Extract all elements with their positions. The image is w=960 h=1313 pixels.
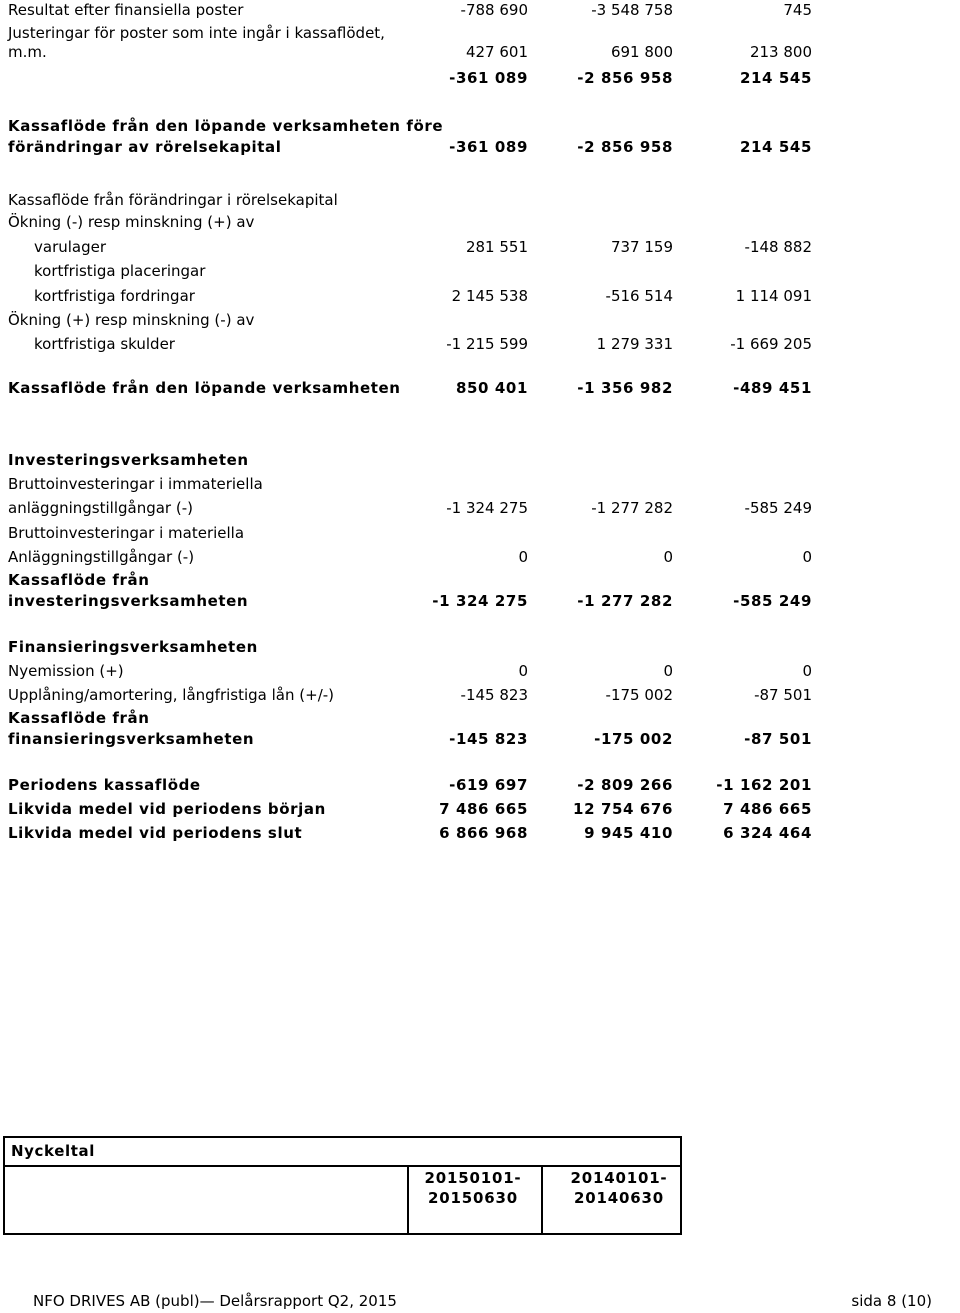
row-value-1: -361 089 bbox=[449, 138, 528, 156]
row-value-2: -2 809 266 bbox=[577, 776, 673, 794]
row-value-3: -1 162 201 bbox=[716, 776, 812, 794]
row-value-1: 6 866 968 bbox=[439, 824, 528, 842]
row-value-1: 0 bbox=[518, 548, 528, 566]
row-value-2: -2 856 958 bbox=[577, 138, 673, 156]
row-value-1: -1 324 275 bbox=[446, 499, 528, 517]
row-value-3: 7 486 665 bbox=[723, 800, 812, 818]
row-label: kortfristiga skulder bbox=[34, 335, 175, 353]
table-row bbox=[8, 68, 820, 90]
table-row bbox=[8, 775, 820, 797]
row-label: Kassaflöde från den löpande verksamheten bbox=[8, 379, 401, 397]
row-value-2: 1 279 331 bbox=[596, 335, 673, 353]
row-label: Justeringar för poster som inte ingår i kassaflödet, bbox=[8, 24, 385, 42]
row-value-3: 214 545 bbox=[739, 138, 812, 156]
table-row bbox=[8, 685, 820, 707]
row-label: Kassaflöde från bbox=[8, 709, 150, 727]
row-value-3: -585 249 bbox=[733, 592, 812, 610]
row-label: Ökning (-) resp minskning (+) av bbox=[8, 213, 255, 231]
row-label: Bruttoinvesteringar i immateriella bbox=[8, 475, 263, 493]
row-value-1: -1 324 275 bbox=[432, 592, 528, 610]
row-label: Anläggningstillgångar (-) bbox=[8, 548, 195, 566]
row-value-2: 12 754 676 bbox=[573, 800, 673, 818]
footer-company: NFO DRIVES AB (publ)— Delårsrapport Q2, 2015 bbox=[33, 1292, 397, 1310]
footer-page-number: sida 8 (10) bbox=[851, 1292, 932, 1310]
table-row bbox=[8, 570, 820, 614]
row-value-3: -87 501 bbox=[754, 686, 812, 704]
table-row bbox=[8, 286, 820, 308]
table-row bbox=[8, 261, 820, 283]
row-value-2: -3 548 758 bbox=[591, 1, 673, 19]
row-value-1: 427 601 bbox=[465, 43, 528, 61]
table-row bbox=[8, 823, 820, 845]
row-value-2: -175 002 bbox=[594, 730, 673, 748]
nyckeltal-title: Nyckeltal bbox=[11, 1142, 95, 1160]
row-label: Investeringsverksamheten bbox=[8, 451, 249, 469]
row-label: Kassaflöde från förändringar i rörelsekapital bbox=[8, 191, 338, 209]
row-value-1: 2 145 538 bbox=[451, 287, 528, 305]
row-label: Nyemission (+) bbox=[8, 662, 124, 680]
table-row bbox=[8, 498, 820, 520]
row-value-3: 745 bbox=[783, 1, 812, 19]
row-value-1: 0 bbox=[518, 662, 528, 680]
row-value-1: -1 215 599 bbox=[446, 335, 528, 353]
table-row bbox=[8, 212, 820, 234]
table-row bbox=[8, 637, 820, 659]
row-value-3: -1 669 205 bbox=[730, 335, 812, 353]
row-label-continued: finansieringsverksamheten bbox=[8, 730, 255, 748]
row-value-2: -2 856 958 bbox=[577, 69, 673, 87]
table-row bbox=[8, 450, 820, 472]
row-value-3: 0 bbox=[802, 548, 812, 566]
row-value-2: -175 002 bbox=[605, 686, 673, 704]
row-value-3: 1 114 091 bbox=[735, 287, 812, 305]
row-value-3: -585 249 bbox=[744, 499, 812, 517]
row-value-1: 7 486 665 bbox=[439, 800, 528, 818]
row-label: Periodens kassaflöde bbox=[8, 776, 201, 794]
row-label: Kassaflöde från bbox=[8, 571, 150, 589]
row-value-3: 0 bbox=[802, 662, 812, 680]
row-value-1: -361 089 bbox=[449, 69, 528, 87]
row-value-2: -516 514 bbox=[605, 287, 673, 305]
row-label: Resultat efter finansiella poster bbox=[8, 1, 244, 19]
table-row bbox=[8, 116, 820, 160]
row-value-3: -489 451 bbox=[733, 379, 812, 397]
row-value-3: -87 501 bbox=[744, 730, 812, 748]
row-value-3: 213 800 bbox=[749, 43, 812, 61]
nyckeltal-table bbox=[3, 1136, 682, 1235]
row-value-1: -619 697 bbox=[449, 776, 528, 794]
table-row bbox=[8, 23, 820, 67]
nyckeltal-col-header-2015: 20150101- 20150630 bbox=[424, 1169, 522, 1207]
row-label: kortfristiga placeringar bbox=[34, 262, 206, 280]
row-label-continued: investeringsverksamheten bbox=[8, 592, 249, 610]
table-row bbox=[8, 474, 820, 496]
table-row bbox=[8, 334, 820, 356]
table-row bbox=[8, 523, 820, 545]
row-value-2: 0 bbox=[663, 662, 673, 680]
row-value-2: -1 277 282 bbox=[577, 592, 673, 610]
row-label: Likvida medel vid periodens början bbox=[8, 800, 326, 818]
row-value-3: 6 324 464 bbox=[723, 824, 812, 842]
row-value-1: -145 823 bbox=[460, 686, 528, 704]
row-label-continued: m.m. bbox=[8, 43, 47, 61]
row-value-2: 737 159 bbox=[610, 238, 673, 256]
row-label: Finansieringsverksamheten bbox=[8, 638, 258, 656]
row-value-1: -145 823 bbox=[449, 730, 528, 748]
row-value-2: 0 bbox=[663, 548, 673, 566]
table-row bbox=[8, 0, 820, 22]
row-label: anläggningstillgångar (-) bbox=[8, 499, 193, 517]
row-label: Ökning (+) resp minskning (-) av bbox=[8, 311, 255, 329]
table-row bbox=[8, 190, 820, 212]
row-label: Upplåning/amortering, långfristiga lån (+/-) bbox=[8, 686, 335, 704]
table-row bbox=[8, 378, 820, 400]
row-label: kortfristiga fordringar bbox=[34, 287, 195, 305]
table-row bbox=[8, 799, 820, 821]
row-value-2: 9 945 410 bbox=[584, 824, 673, 842]
table-row bbox=[8, 237, 820, 259]
table-row bbox=[8, 310, 820, 332]
row-value-1: 850 401 bbox=[455, 379, 528, 397]
row-label: Kassaflöde från den löpande verksamheten före bbox=[8, 117, 444, 135]
nyckeltal-col-header-2014: 20140101- 20140630 bbox=[570, 1169, 668, 1207]
table-row bbox=[8, 708, 820, 752]
table-row bbox=[8, 661, 820, 683]
row-label: Bruttoinvesteringar i materiella bbox=[8, 524, 245, 542]
row-value-1: -788 690 bbox=[460, 1, 528, 19]
table-row bbox=[8, 547, 820, 569]
row-label: Likvida medel vid periodens slut bbox=[8, 824, 303, 842]
row-label: varulager bbox=[34, 238, 107, 256]
table-divider bbox=[5, 1165, 680, 1167]
row-value-3: 214 545 bbox=[739, 69, 812, 87]
row-value-3: -148 882 bbox=[744, 238, 812, 256]
row-value-2: -1 277 282 bbox=[591, 499, 673, 517]
row-label-continued: förändringar av rörelsekapital bbox=[8, 138, 282, 156]
row-value-2: -1 356 982 bbox=[577, 379, 673, 397]
row-value-1: 281 551 bbox=[465, 238, 528, 256]
row-value-2: 691 800 bbox=[610, 43, 673, 61]
